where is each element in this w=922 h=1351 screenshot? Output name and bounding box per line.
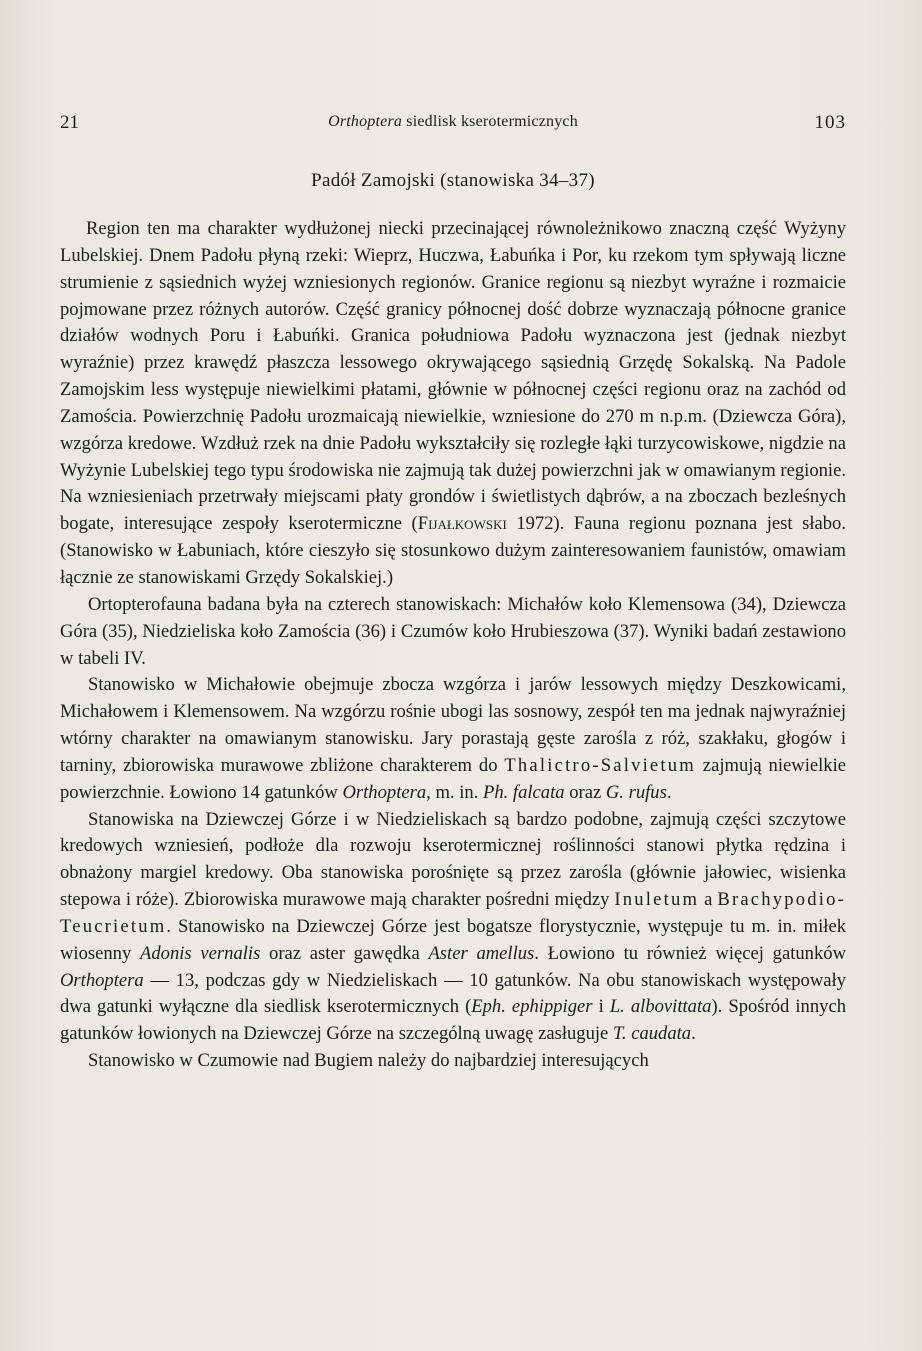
paragraph-dziewcza-gora — [60, 807, 846, 1049]
body-text — [60, 216, 846, 1075]
paragraph-text: zajmują niewielkie powierzchnie. Łowiono 14 gatunków — [60, 754, 846, 803]
paragraph-sites: Ortopterofauna badana była na czterech stanowiskach: Michałów koło Klemensowa (34), Dziewcza Góra (35), Niedzieliska koło Zamościa (36) i Czumów koło Hrubieszowa (37). Wyniki badań zestawiono w tabeli IV. — [60, 593, 846, 669]
left-number: 21 — [60, 112, 79, 133]
section-title: Padół Zamojski (stanowiska 34–37) — [311, 170, 595, 191]
paragraph-text: i — [592, 996, 610, 1018]
taxon-name: T. caudata — [612, 1023, 692, 1045]
paragraph-michalow — [60, 672, 846, 806]
taxon-name: Aster amellus — [428, 942, 535, 964]
running-title — [60, 113, 846, 131]
association-name: Thalictro-Salvietum — [504, 754, 696, 776]
paragraph-text: oraz aster gawędka — [260, 942, 429, 964]
paragraph-text: — 13, podczas gdy w Niedzieliskach — 10 gatunków. Na obu stanowiskach występowały dwa gatunki wyłączne dla siedlisk kserotermicznych ( — [60, 969, 846, 1018]
taxon-name: Orthoptera — [342, 781, 427, 803]
page-number: 103 — [814, 112, 846, 133]
running-header — [60, 112, 846, 136]
paragraph-text: Stanowiska na Dziewczej Górze i w Niedzieliskach są bardzo podobne, zajmują części szczytowe kredowych wzniesień, podłoże dla rozwoju kserotermicznej roślinności stanowi płytka rędzina i obnażony margiel kredowy. Oba stanowiska porośnięte są przez zarośla (głównie jałowiec, wisienka stepowa i róże). Zbiorowiska murawowe mają charakter pośredni między — [60, 808, 846, 911]
running-title-rest: siedlisk kserotermicznych — [406, 113, 578, 130]
paragraph-text: a — [699, 889, 718, 911]
taxon-name: Orthoptera — [60, 969, 144, 991]
citation-author: Fijałkowski — [417, 513, 507, 535]
paragraph-czumow: Stanowisko w Czumowie nad Bugiem należy do najbardziej interesujących — [88, 1050, 649, 1072]
paragraph-text: oraz — [564, 781, 606, 803]
paragraph-text: . Łowiono tu również więcej gatunków — [534, 942, 846, 964]
paragraph-text: . — [666, 781, 672, 803]
running-title-taxon: Orthoptera — [328, 113, 403, 130]
taxon-name: Eph. ephippiger — [471, 996, 593, 1018]
paragraph-text: Region ten ma charakter wydłużonej niecki przecinającej równoleżnikowo znaczną część Wyżyny Lubelskiej. Dnem Padołu płyną rzeki: Wieprz, Huczwa, Łabuńka i Por, ku rzekom tym spływają liczne strumienie z sąsiednich wyżej wzniesionych regionów. Granice regionu są niezbyt wyraźne i rozmaicie pojmowane przez różnych autorów. Część granicy północnej dość dobrze wyznaczają północne granice działów wodnych Poru i Łabuńki. Granica południowa Padołu wyznaczona jest (jednak niezbyt wyraźnie) przez krawędź płaszcza lessowego okrywającego sąsiednią Grzędę Sokalską. Na Padole Zamojskim less występuje niewielkimi płatami, głównie w północnej części regionu oraz na zachód od Zamościa. Powierzchnię Padołu urozmaicają niewielkie, wzniesione do 270 m n.p.m. (Dziewcza Góra), wzgórza kredowe. Wzdłuż rzek na dnie Padołu wykształciły się rozległe łąki turzycowiskowe, nigdzie na Wyżynie Lubelskiej tego typu środowiska nie zajmują tak dużej powierzchni jak w omawianym regionie. Na wzniesieniach przetrwały miejscami płaty grondów i świetlistych dąbrów, a na zboczach bezleśnych bogate, interesujące zespoły kserotermiczne ( — [60, 218, 846, 535]
paragraph-text: ). Spośród innych gatunków łowionych na Dziewczej Górze na szczególną uwagę zasługuje — [60, 996, 846, 1045]
taxon-name: Ph. falcata — [482, 781, 565, 803]
association-name: Inuletum — [614, 889, 700, 911]
paragraph-region-description — [60, 216, 846, 592]
taxon-name: G. rufus — [605, 781, 667, 803]
paragraph-text: 1972). Fauna regionu poznana jest słabo. (Stanowisko w Łabuniach, które cieszyło się stosunkowo dużym zainteresowaniem faunistów, omawiam łącznie ze stanowiskami Grzędy Sokalskiej.) — [60, 513, 846, 588]
paragraph-text: . Stanowisko na Dziewczej Górze jest bogatsze florystycznie, występuje tu m. in. miłek wiosenny — [60, 915, 846, 964]
taxon-name: L. albovittata — [609, 996, 712, 1018]
taxon-name: Adonis vernalis — [140, 942, 261, 964]
association-name: Brachypodio-Teucrietum — [60, 889, 846, 937]
paragraph-text: , m. in. — [426, 781, 483, 803]
paragraph-text: Stanowisko w Michałowie obejmuje zbocza wzgórza i jarów lessowych między Deszkowicami, Michałowem i Klemensowem. Na wzgórzu rośnie ubogi las sosnowy, zespół ten ma jednak najwyraźniej wtórny charakter na omawianym stanowisku. Jary porastają gęste zarośla z róż, szakłaku, głogów i tarniny, zbiorowiska murawowe zbliżone charakterem do — [60, 674, 846, 776]
paragraph-text: . — [691, 1023, 696, 1045]
